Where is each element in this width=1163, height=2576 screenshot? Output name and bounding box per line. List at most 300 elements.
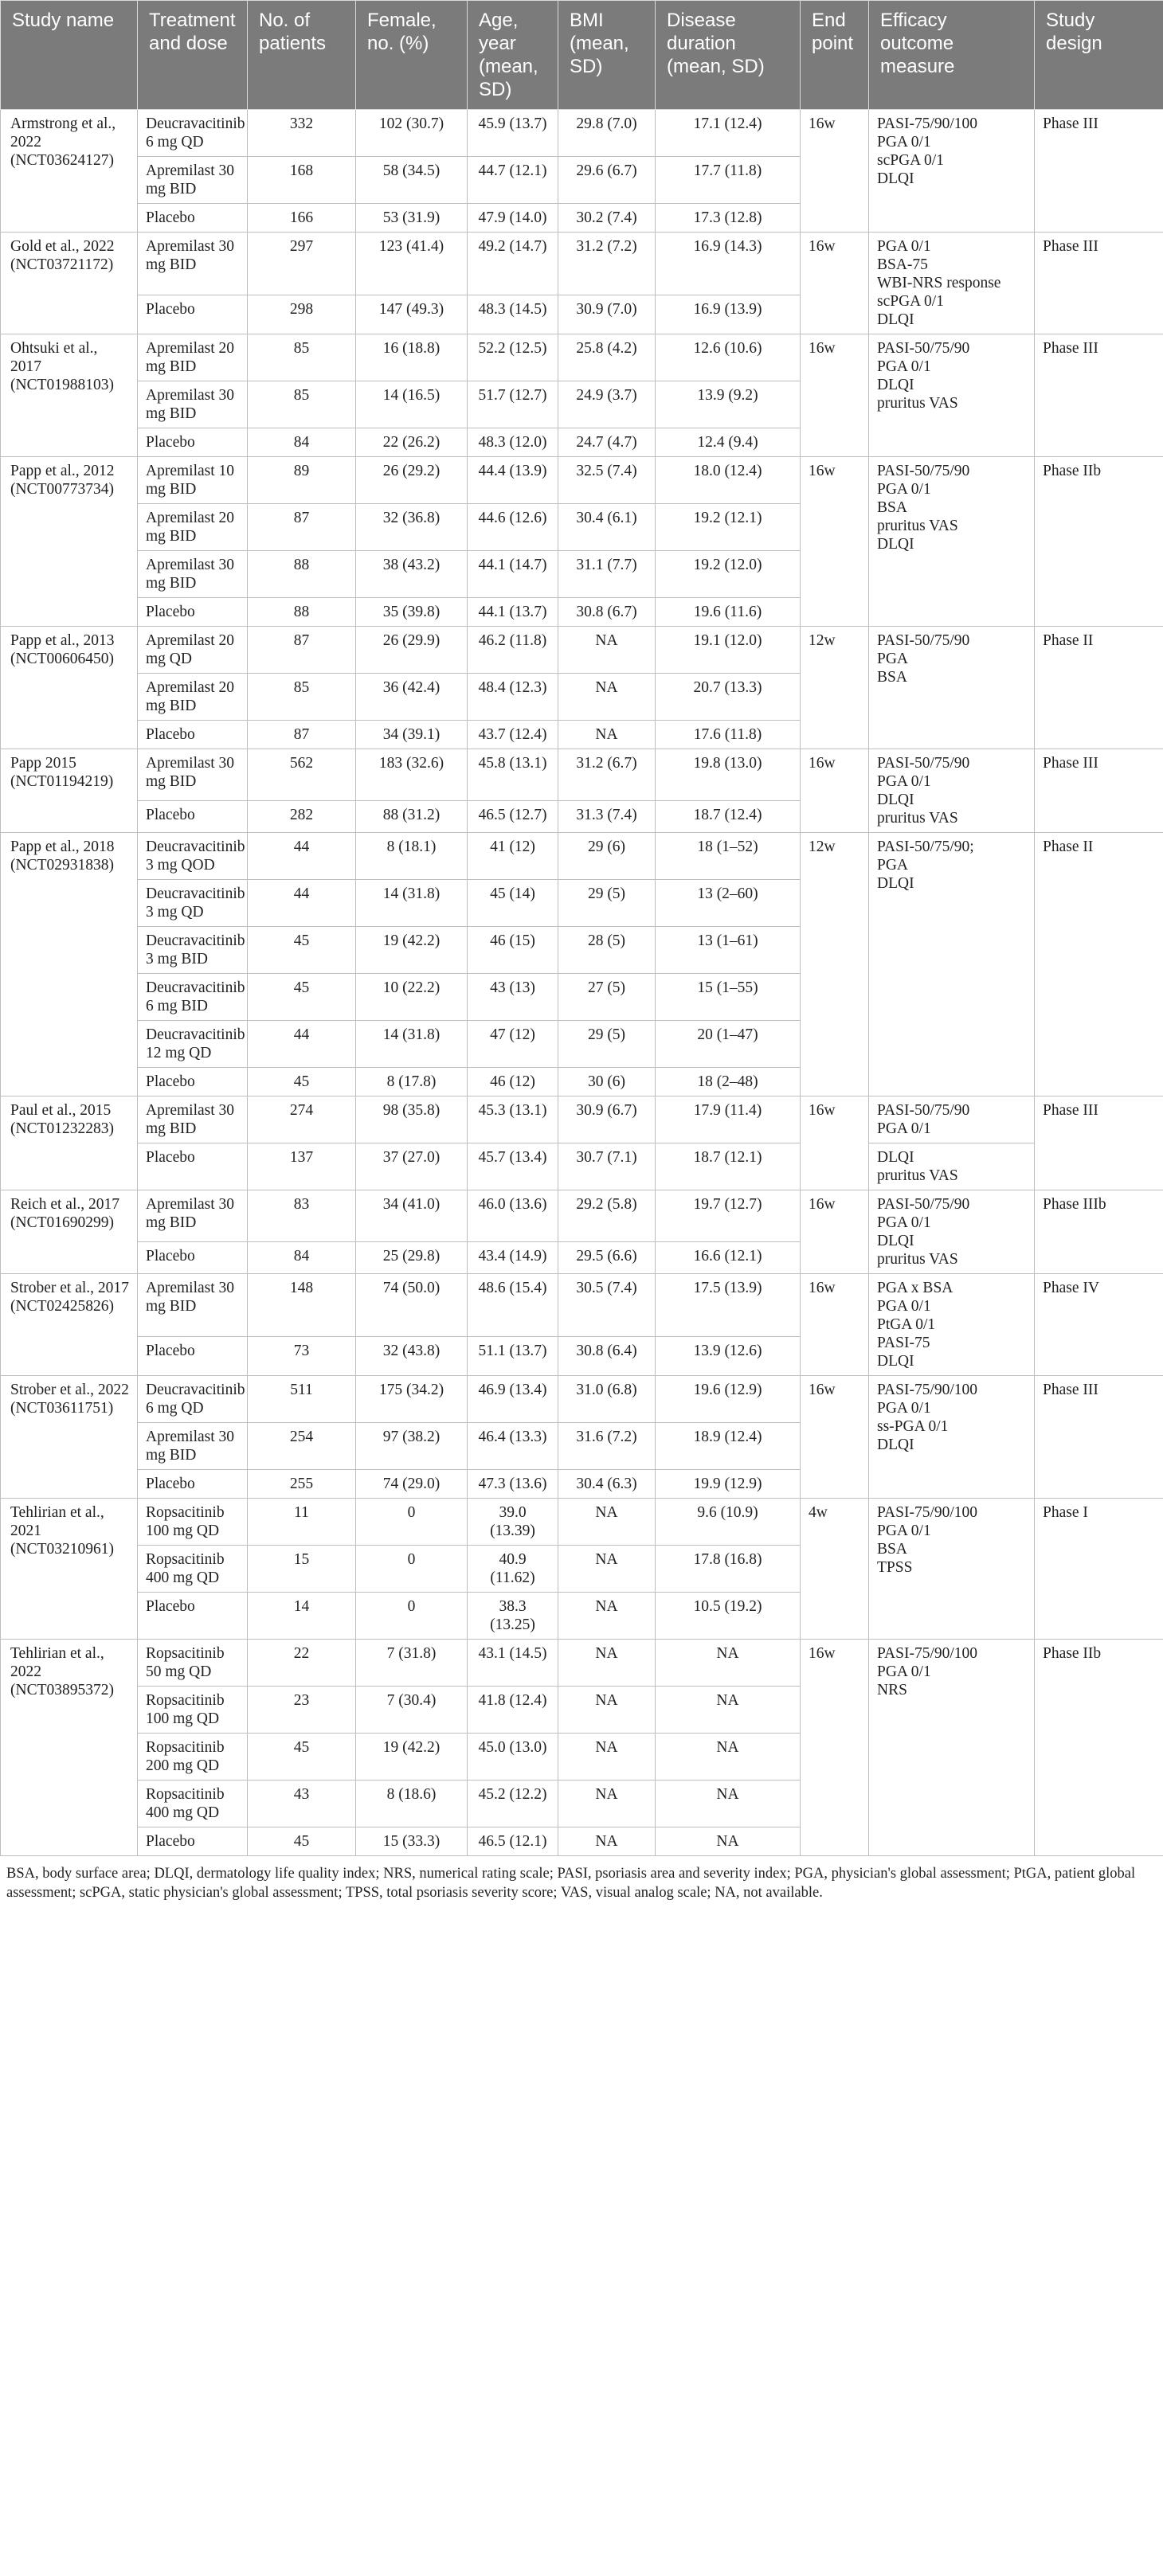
age-cell: 43.7 (12.4) — [468, 721, 558, 749]
age-cell: 44.1 (14.7) — [468, 551, 558, 598]
patients-cell: 15 — [248, 1546, 356, 1593]
duration-cell: 13.9 (12.6) — [656, 1337, 801, 1376]
female-cell: 35 (39.8) — [356, 598, 468, 627]
patients-cell: 137 — [248, 1143, 356, 1190]
treatment-cell: Placebo — [138, 1143, 248, 1190]
study-name-cell: Papp et al., 2013 (NCT00606450) — [1, 627, 138, 749]
female-cell: 19 (42.2) — [356, 1734, 468, 1781]
duration-cell: 13 (2–60) — [656, 880, 801, 927]
patients-cell: 85 — [248, 334, 356, 381]
design-cell: Phase I — [1035, 1499, 1163, 1640]
design-cell: Phase IV — [1035, 1274, 1163, 1376]
female-cell: 7 (30.4) — [356, 1687, 468, 1734]
header-design: Study design — [1035, 1, 1163, 110]
female-cell: 102 (30.7) — [356, 110, 468, 157]
treatment-cell: Placebo — [138, 1068, 248, 1096]
endpoint-cell: 16w — [801, 1274, 869, 1376]
duration-cell: 18 (2–48) — [656, 1068, 801, 1096]
patients-cell: 274 — [248, 1096, 356, 1143]
patients-cell: 166 — [248, 204, 356, 233]
age-cell: 45.9 (13.7) — [468, 110, 558, 157]
header-bmi: BMI (mean, SD) — [558, 1, 656, 110]
female-cell: 97 (38.2) — [356, 1423, 468, 1470]
bmi-cell: NA — [558, 1827, 656, 1856]
patients-cell: 84 — [248, 428, 356, 457]
patients-cell: 332 — [248, 110, 356, 157]
endpoint-cell: 4w — [801, 1499, 869, 1640]
treatment-cell: Deucravacitinib 3 mg QOD — [138, 833, 248, 880]
female-cell: 88 (31.2) — [356, 801, 468, 833]
patients-cell: 282 — [248, 801, 356, 833]
study-name-cell: Reich et al., 2017 (NCT01690299) — [1, 1190, 138, 1274]
female-cell: 58 (34.5) — [356, 157, 468, 204]
treatment-cell: Ropsacitinib 50 mg QD — [138, 1640, 248, 1687]
patients-cell: 254 — [248, 1423, 356, 1470]
female-cell: 0 — [356, 1546, 468, 1593]
duration-cell: 15 (1–55) — [656, 974, 801, 1021]
treatment-cell: Placebo — [138, 598, 248, 627]
patients-cell: 87 — [248, 721, 356, 749]
header-endpoint: End point — [801, 1, 869, 110]
study-name-cell: Tehlirian et al., 2022 (NCT03895372) — [1, 1640, 138, 1856]
table-row — [1, 1143, 1163, 1190]
patients-cell: 85 — [248, 381, 356, 428]
treatment-cell: Apremilast 30 mg BID — [138, 233, 248, 295]
bmi-cell: NA — [558, 1640, 656, 1687]
patients-cell: 45 — [248, 1734, 356, 1781]
duration-cell: NA — [656, 1781, 801, 1827]
duration-cell: 18.0 (12.4) — [656, 457, 801, 504]
age-cell: 47.9 (14.0) — [468, 204, 558, 233]
age-cell: 45 (14) — [468, 880, 558, 927]
study-name-cell: Strober et al., 2022 (NCT03611751) — [1, 1376, 138, 1499]
outcome-cell: PASI-50/75/90 PGA 0/1 DLQI pruritus VAS — [869, 334, 1035, 457]
study-name-cell: Tehlirian et al., 2021 (NCT03210961) — [1, 1499, 138, 1640]
patients-cell: 87 — [248, 504, 356, 551]
female-cell: 14 (16.5) — [356, 381, 468, 428]
bmi-cell: 30.7 (7.1) — [558, 1143, 656, 1190]
bmi-cell: NA — [558, 1593, 656, 1640]
female-cell: 36 (42.4) — [356, 674, 468, 721]
treatment-cell: Apremilast 20 mg BID — [138, 504, 248, 551]
design-cell: Phase III — [1035, 110, 1163, 233]
endpoint-cell: 16w — [801, 110, 869, 233]
outcome-cell: PASI-50/75/90 PGA 0/1 DLQI pruritus VAS — [869, 749, 1035, 833]
bmi-cell: NA — [558, 1499, 656, 1546]
female-cell: 123 (41.4) — [356, 233, 468, 295]
patients-cell: 297 — [248, 233, 356, 295]
patients-cell: 45 — [248, 927, 356, 974]
age-cell: 45.7 (13.4) — [468, 1143, 558, 1190]
treatment-cell: Placebo — [138, 1827, 248, 1856]
duration-cell: 9.6 (10.9) — [656, 1499, 801, 1546]
bmi-cell: NA — [558, 1546, 656, 1593]
age-cell: 44.4 (13.9) — [468, 457, 558, 504]
bmi-cell: 31.3 (7.4) — [558, 801, 656, 833]
outcome-cell: PASI-75/90/100 PGA 0/1 scPGA 0/1 DLQI — [869, 110, 1035, 233]
age-cell: 46.4 (13.3) — [468, 1423, 558, 1470]
table-row — [1, 1376, 1163, 1423]
patients-cell: 148 — [248, 1274, 356, 1337]
treatment-cell: Deucravacitinib 6 mg QD — [138, 1376, 248, 1423]
female-cell: 14 (31.8) — [356, 880, 468, 927]
female-cell: 26 (29.2) — [356, 457, 468, 504]
patients-cell: 22 — [248, 1640, 356, 1687]
age-cell: 48.3 (14.5) — [468, 295, 558, 334]
bmi-cell: 31.0 (6.8) — [558, 1376, 656, 1423]
patients-cell: 45 — [248, 974, 356, 1021]
female-cell: 8 (18.1) — [356, 833, 468, 880]
header-outcome: Efficacy outcome measure — [869, 1, 1035, 110]
bmi-cell: 31.6 (7.2) — [558, 1423, 656, 1470]
bmi-cell: 24.9 (3.7) — [558, 381, 656, 428]
outcome-cell: PASI-50/75/90; PGA DLQI — [869, 833, 1035, 1096]
female-cell: 0 — [356, 1593, 468, 1640]
female-cell: 25 (29.8) — [356, 1242, 468, 1274]
duration-cell: 13 (1–61) — [656, 927, 801, 974]
table-body — [1, 110, 1163, 1856]
female-cell: 14 (31.8) — [356, 1021, 468, 1068]
bmi-cell: NA — [558, 721, 656, 749]
bmi-cell: 30.8 (6.7) — [558, 598, 656, 627]
female-cell: 74 (50.0) — [356, 1274, 468, 1337]
patients-cell: 45 — [248, 1068, 356, 1096]
age-cell: 40.9 (11.62) — [468, 1546, 558, 1593]
bmi-cell: 30.8 (6.4) — [558, 1337, 656, 1376]
patients-cell: 255 — [248, 1470, 356, 1499]
patients-cell: 73 — [248, 1337, 356, 1376]
design-cell: Phase IIb — [1035, 1640, 1163, 1856]
treatment-cell: Apremilast 30 mg BID — [138, 749, 248, 801]
female-cell: 7 (31.8) — [356, 1640, 468, 1687]
outcome-cell: PASI-50/75/90 PGA BSA — [869, 627, 1035, 749]
female-cell: 0 — [356, 1499, 468, 1546]
duration-cell: 17.3 (12.8) — [656, 204, 801, 233]
patients-cell: 89 — [248, 457, 356, 504]
duration-cell: 19.6 (11.6) — [656, 598, 801, 627]
treatment-cell: Apremilast 20 mg QD — [138, 627, 248, 674]
female-cell: 38 (43.2) — [356, 551, 468, 598]
bmi-cell: 31.2 (7.2) — [558, 233, 656, 295]
bmi-cell: 30.4 (6.1) — [558, 504, 656, 551]
age-cell: 46.9 (13.4) — [468, 1376, 558, 1423]
patients-cell: 88 — [248, 598, 356, 627]
age-cell: 45.8 (13.1) — [468, 749, 558, 801]
bmi-cell: 29 (6) — [558, 833, 656, 880]
treatment-cell: Deucravacitinib 3 mg BID — [138, 927, 248, 974]
bmi-cell: 24.7 (4.7) — [558, 428, 656, 457]
design-cell: Phase III — [1035, 1096, 1163, 1190]
bmi-cell: NA — [558, 1734, 656, 1781]
study-name-cell: Paul et al., 2015 (NCT01232283) — [1, 1096, 138, 1190]
endpoint-cell: 12w — [801, 833, 869, 1096]
endpoint-cell: 12w — [801, 627, 869, 749]
age-cell: 38.3 (13.25) — [468, 1593, 558, 1640]
age-cell: 46 (12) — [468, 1068, 558, 1096]
age-cell: 39.0 (13.39) — [468, 1499, 558, 1546]
table-row — [1, 1640, 1163, 1687]
table-row — [1, 457, 1163, 504]
female-cell: 8 (18.6) — [356, 1781, 468, 1827]
duration-cell: 16.9 (13.9) — [656, 295, 801, 334]
bmi-cell: 29.2 (5.8) — [558, 1190, 656, 1242]
treatment-cell: Apremilast 30 mg BID — [138, 1190, 248, 1242]
patients-cell: 562 — [248, 749, 356, 801]
bmi-cell: NA — [558, 1781, 656, 1827]
design-cell: Phase II — [1035, 833, 1163, 1096]
age-cell: 44.1 (13.7) — [468, 598, 558, 627]
patients-cell: 85 — [248, 674, 356, 721]
endpoint-cell: 16w — [801, 457, 869, 627]
bmi-cell: 30.4 (6.3) — [558, 1470, 656, 1499]
treatment-cell: Placebo — [138, 428, 248, 457]
age-cell: 47.3 (13.6) — [468, 1470, 558, 1499]
header-duration: Disease duration (mean, SD) — [656, 1, 801, 110]
treatment-cell: Ropsacitinib 200 mg QD — [138, 1734, 248, 1781]
duration-cell: 19.9 (12.9) — [656, 1470, 801, 1499]
outcome-cell: DLQI pruritus VAS — [869, 1143, 1035, 1190]
design-cell: Phase III — [1035, 233, 1163, 334]
age-cell: 41.8 (12.4) — [468, 1687, 558, 1734]
age-cell: 43.1 (14.5) — [468, 1640, 558, 1687]
patients-cell: 511 — [248, 1376, 356, 1423]
endpoint-cell: 16w — [801, 749, 869, 833]
female-cell: 37 (27.0) — [356, 1143, 468, 1190]
table-row — [1, 110, 1163, 157]
patients-cell: 44 — [248, 880, 356, 927]
table-row — [1, 1096, 1163, 1143]
age-cell: 45.2 (12.2) — [468, 1781, 558, 1827]
female-cell: 183 (32.6) — [356, 749, 468, 801]
header-age: Age, year (mean, SD) — [468, 1, 558, 110]
design-cell: Phase IIIb — [1035, 1190, 1163, 1274]
bmi-cell: 28 (5) — [558, 927, 656, 974]
table-row — [1, 833, 1163, 880]
endpoint-cell: 16w — [801, 1190, 869, 1274]
design-cell: Phase III — [1035, 334, 1163, 457]
design-cell: Phase II — [1035, 627, 1163, 749]
patients-cell: 43 — [248, 1781, 356, 1827]
age-cell: 46 (15) — [468, 927, 558, 974]
duration-cell: 19.6 (12.9) — [656, 1376, 801, 1423]
age-cell: 46.5 (12.1) — [468, 1827, 558, 1856]
age-cell: 51.7 (12.7) — [468, 381, 558, 428]
age-cell: 51.1 (13.7) — [468, 1337, 558, 1376]
patients-cell: 88 — [248, 551, 356, 598]
age-cell: 46.5 (12.7) — [468, 801, 558, 833]
duration-cell: 18.7 (12.1) — [656, 1143, 801, 1190]
treatment-cell: Placebo — [138, 1470, 248, 1499]
endpoint-cell: 16w — [801, 1096, 869, 1190]
outcome-cell: PASI-50/75/90 PGA 0/1 — [869, 1096, 1035, 1143]
female-cell: 147 (49.3) — [356, 295, 468, 334]
treatment-cell: Apremilast 30 mg BID — [138, 551, 248, 598]
age-cell: 43 (13) — [468, 974, 558, 1021]
treatment-cell: Apremilast 20 mg BID — [138, 334, 248, 381]
duration-cell: 17.8 (16.8) — [656, 1546, 801, 1593]
treatment-cell: Apremilast 30 mg BID — [138, 1423, 248, 1470]
treatment-cell: Ropsacitinib 400 mg QD — [138, 1546, 248, 1593]
treatment-cell: Apremilast 20 mg BID — [138, 674, 248, 721]
patients-cell: 14 — [248, 1593, 356, 1640]
age-cell: 45.0 (13.0) — [468, 1734, 558, 1781]
duration-cell: 17.6 (11.8) — [656, 721, 801, 749]
female-cell: 32 (36.8) — [356, 504, 468, 551]
bmi-cell: 31.2 (6.7) — [558, 749, 656, 801]
bmi-cell: 29.5 (6.6) — [558, 1242, 656, 1274]
bmi-cell: 30.2 (7.4) — [558, 204, 656, 233]
treatment-cell: Placebo — [138, 721, 248, 749]
treatment-cell: Placebo — [138, 295, 248, 334]
study-name-cell: Strober et al., 2017 (NCT02425826) — [1, 1274, 138, 1376]
female-cell: 8 (17.8) — [356, 1068, 468, 1096]
age-cell: 46.2 (11.8) — [468, 627, 558, 674]
duration-cell: 12.4 (9.4) — [656, 428, 801, 457]
treatment-cell: Placebo — [138, 1337, 248, 1376]
duration-cell: 20.7 (13.3) — [656, 674, 801, 721]
female-cell: 34 (39.1) — [356, 721, 468, 749]
header-treatment: Treatment and dose — [138, 1, 248, 110]
header-study-name: Study name — [1, 1, 138, 110]
duration-cell: 19.7 (12.7) — [656, 1190, 801, 1242]
table-row — [1, 749, 1163, 801]
duration-cell: 10.5 (19.2) — [656, 1593, 801, 1640]
outcome-cell: PASI-75/90/100 PGA 0/1 ss-PGA 0/1 DLQI — [869, 1376, 1035, 1499]
study-name-cell: Papp 2015 (NCT01194219) — [1, 749, 138, 833]
patients-cell: 168 — [248, 157, 356, 204]
female-cell: 22 (26.2) — [356, 428, 468, 457]
bmi-cell: 30 (6) — [558, 1068, 656, 1096]
female-cell: 32 (43.8) — [356, 1337, 468, 1376]
bmi-cell: 30.5 (7.4) — [558, 1274, 656, 1337]
duration-cell: NA — [656, 1640, 801, 1687]
design-cell: Phase IIb — [1035, 457, 1163, 627]
bmi-cell: NA — [558, 627, 656, 674]
table-footnote: BSA, body surface area; DLQI, dermatology life quality index; NRS, numerical rating scale; PASI, psoriasis area and severity index; PGA, physician's global assessment; PtGA, patient global assessment; scPGA, static physician's global assessment; TPSS, total psoriasis severity score; VAS, visual analog scale; NA, not available. — [6, 1866, 1136, 1901]
bmi-cell: 30.9 (6.7) — [558, 1096, 656, 1143]
endpoint-cell: 16w — [801, 233, 869, 334]
design-cell: Phase III — [1035, 1376, 1163, 1499]
treatment-cell: Placebo — [138, 1593, 248, 1640]
bmi-cell: 31.1 (7.7) — [558, 551, 656, 598]
endpoint-cell: 16w — [801, 1376, 869, 1499]
treatment-cell: Ropsacitinib 400 mg QD — [138, 1781, 248, 1827]
bmi-cell: 25.8 (4.2) — [558, 334, 656, 381]
duration-cell: 19.8 (13.0) — [656, 749, 801, 801]
treatment-cell: Apremilast 30 mg BID — [138, 1274, 248, 1337]
table-row — [1, 1274, 1163, 1337]
table-row — [1, 1499, 1163, 1546]
age-cell: 44.7 (12.1) — [468, 157, 558, 204]
treatment-cell: Apremilast 10 mg BID — [138, 457, 248, 504]
female-cell: 175 (34.2) — [356, 1376, 468, 1423]
age-cell: 49.2 (14.7) — [468, 233, 558, 295]
study-name-cell: Armstrong et al., 2022 (NCT03624127) — [1, 110, 138, 233]
table-row — [1, 627, 1163, 674]
patients-cell: 11 — [248, 1499, 356, 1546]
treatment-cell: Deucravacitinib 6 mg BID — [138, 974, 248, 1021]
duration-cell: 16.6 (12.1) — [656, 1242, 801, 1274]
study-name-cell: Ohtsuki et al., 2017 (NCT01988103) — [1, 334, 138, 457]
age-cell: 45.3 (13.1) — [468, 1096, 558, 1143]
table-row — [1, 233, 1163, 295]
outcome-cell: PGA x BSA PGA 0/1 PtGA 0/1 PASI-75 DLQI — [869, 1274, 1035, 1376]
patients-cell: 87 — [248, 627, 356, 674]
female-cell: 98 (35.8) — [356, 1096, 468, 1143]
patients-cell: 44 — [248, 833, 356, 880]
bmi-cell: 32.5 (7.4) — [558, 457, 656, 504]
bmi-cell: NA — [558, 1687, 656, 1734]
female-cell: 34 (41.0) — [356, 1190, 468, 1242]
female-cell: 16 (18.8) — [356, 334, 468, 381]
duration-cell: NA — [656, 1734, 801, 1781]
age-cell: 48.3 (12.0) — [468, 428, 558, 457]
duration-cell: 17.9 (11.4) — [656, 1096, 801, 1143]
bmi-cell: 30.9 (7.0) — [558, 295, 656, 334]
female-cell: 26 (29.9) — [356, 627, 468, 674]
duration-cell: 17.7 (11.8) — [656, 157, 801, 204]
table-row — [1, 1190, 1163, 1242]
female-cell: 10 (22.2) — [356, 974, 468, 1021]
header-patients: No. of patients — [248, 1, 356, 110]
table-row — [1, 334, 1163, 381]
duration-cell: 18.9 (12.4) — [656, 1423, 801, 1470]
outcome-cell: PASI-50/75/90 PGA 0/1 BSA pruritus VAS DLQI — [869, 457, 1035, 627]
duration-cell: 12.6 (10.6) — [656, 334, 801, 381]
patients-cell: 298 — [248, 295, 356, 334]
bmi-cell: 29 (5) — [558, 880, 656, 927]
bmi-cell: 29.6 (6.7) — [558, 157, 656, 204]
patients-cell: 83 — [248, 1190, 356, 1242]
outcome-cell: PGA 0/1 BSA-75 WBI-NRS response scPGA 0/1 DLQI — [869, 233, 1035, 334]
age-cell: 46.0 (13.6) — [468, 1190, 558, 1242]
age-cell: 48.6 (15.4) — [468, 1274, 558, 1337]
duration-cell: 19.2 (12.0) — [656, 551, 801, 598]
duration-cell: NA — [656, 1827, 801, 1856]
outcome-cell: PASI-50/75/90 PGA 0/1 DLQI pruritus VAS — [869, 1190, 1035, 1274]
treatment-cell: Apremilast 30 mg BID — [138, 157, 248, 204]
study-name-cell: Papp et al., 2018 (NCT02931838) — [1, 833, 138, 1096]
duration-cell: 16.9 (14.3) — [656, 233, 801, 295]
treatment-cell: Deucravacitinib 12 mg QD — [138, 1021, 248, 1068]
treatment-cell: Placebo — [138, 801, 248, 833]
bmi-cell: 27 (5) — [558, 974, 656, 1021]
header-female: Female, no. (%) — [356, 1, 468, 110]
age-cell: 48.4 (12.3) — [468, 674, 558, 721]
study-name-cell: Gold et al., 2022 (NCT03721172) — [1, 233, 138, 334]
patients-cell: 84 — [248, 1242, 356, 1274]
patients-cell: 23 — [248, 1687, 356, 1734]
female-cell: 19 (42.2) — [356, 927, 468, 974]
endpoint-cell: 16w — [801, 334, 869, 457]
female-cell: 74 (29.0) — [356, 1470, 468, 1499]
endpoint-cell: 16w — [801, 1640, 869, 1856]
female-cell: 15 (33.3) — [356, 1827, 468, 1856]
age-cell: 52.2 (12.5) — [468, 334, 558, 381]
bmi-cell: NA — [558, 674, 656, 721]
age-cell: 44.6 (12.6) — [468, 504, 558, 551]
treatment-cell: Placebo — [138, 204, 248, 233]
patients-cell: 45 — [248, 1827, 356, 1856]
study-name-cell: Papp et al., 2012 (NCT00773734) — [1, 457, 138, 627]
outcome-cell: PASI-75/90/100 PGA 0/1 BSA TPSS — [869, 1499, 1035, 1640]
treatment-cell: Apremilast 30 mg BID — [138, 381, 248, 428]
treatment-cell: Placebo — [138, 1242, 248, 1274]
duration-cell: 17.5 (13.9) — [656, 1274, 801, 1337]
design-cell: Phase III — [1035, 749, 1163, 833]
outcome-cell: PASI-75/90/100 PGA 0/1 NRS — [869, 1640, 1035, 1856]
duration-cell: 19.2 (12.1) — [656, 504, 801, 551]
